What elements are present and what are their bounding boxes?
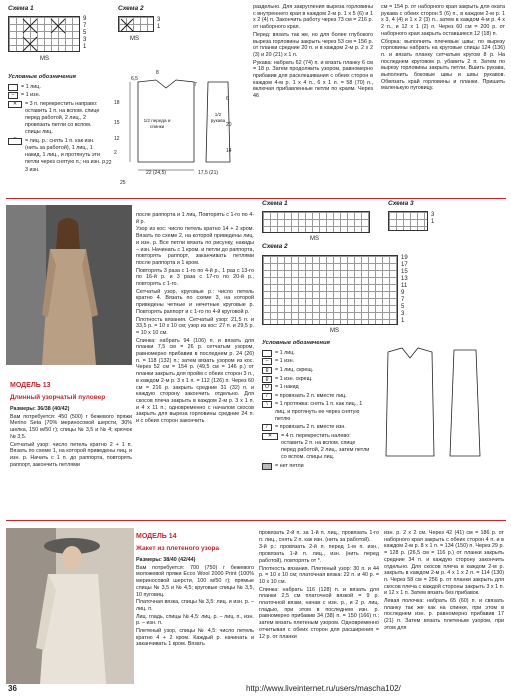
pattern-num-8: 22 bbox=[106, 160, 112, 166]
model14-heading: МОДЕЛЬ 14 bbox=[136, 533, 177, 540]
mid-schema1-title: Схема 1 bbox=[262, 200, 288, 207]
model14-col1: Размеры: 38/40 (42/44) Вам потребуется: 700 (750) г бежевого моложевой пряжи Ecco Wool 2000 Print (100% мериносовой шерсти, 100 м/50 г); прямые спицы № 3,5 и № 4,5; круговые спицы № 3,5, 10 пуговиц. Платочная вязка, спицы № 3,5: лиц. и изн. р. – лиц. п. Лиц. гладь, спицы № 4,5: лиц. р. – лиц. п., изн. р. – изн. п. Плетеный узор, спицы № 4,5: число петель кратно 4 + 2 кром. Каждый р. начинать и заканчивать 1 кром. Вязать bbox=[136, 557, 254, 648]
pattern-num-12: 20 bbox=[226, 122, 232, 128]
mid-schema2-grid bbox=[262, 255, 398, 325]
mid-schema3-grid bbox=[388, 211, 428, 231]
pattern-num-14: 22 (24,5) bbox=[146, 170, 167, 176]
mid-schema1-grid bbox=[262, 211, 370, 233]
pattern-num-4: 15 bbox=[114, 120, 120, 126]
pattern-diagram-top bbox=[108, 72, 238, 192]
pattern-num-9: 25 bbox=[120, 180, 126, 186]
model14-photo bbox=[6, 528, 134, 684]
mid-schema2-title: Схема 2 bbox=[262, 243, 288, 250]
pattern-num-13: 14 bbox=[226, 148, 232, 154]
mid-schema1-ms: MS bbox=[310, 236, 319, 242]
mid-schema3-rows: 3 1 bbox=[431, 212, 435, 225]
model13-photo bbox=[6, 205, 132, 365]
legend-mid: Условные обозначения = 1 лиц. – = 1 изн. ϱ = 1 лиц. скрещ. ϱ = 1 изн. скрещ. O = 1 накид / = провязать 2 п. вместе лиц. \ = 1 протяжка: снять 1 п. как лиц., 1 лиц. и протянуть ее через снятую петлю / = провязать 2 п. вместе изн. ✕ = 4 п. перекрестить налево: оставить 2 п. на вспом. спице перед работой, 2 лиц., затем петли со вспом. спицы лиц. = нет петли bbox=[262, 340, 370, 469]
model13-heading: МОДЕЛЬ 13 bbox=[10, 382, 51, 389]
model13-mid-col: после раппорта и 1 лиц. Повторять с 1-го по 4-й р. Узор из кос: число петель кратно 14 + 2 кром. Вязать по схеме 2, на которой приведены лиц. и изн. р. Все петли вязать по рисунку, накиды – изн. Начинать с 1 кром. и петли до раппорта, повторять раппорт, заканчивать петлями после раппорта и 1 кром. Повторять 3 раза с 1-го по 4-й р., 1 раз с 13-го по 16-й р. и 3 раза с 17-го по 20-й р., повторять с 1-го. Сетчатый узор, круговые р.: число петель кратно 4. Вязать по схеме 3, на которой приведены четные и нечетные круговые р. Повторять раппорт и с 1-го по 4-й круговой р. Плотность вязания. Сетчатый узор: 21,5 п. и 33,5 р. = 10 х 10 см; узор из кос: 27 п. и 29,5 р. = 10 х 10 см. Спинка: набрать 94 (106) п. и вязать для планки 7,5 см = 26 р. сетчатым узором, равномерно прибавив в последнем р. 24 (26) п. = 118 (132) п.; затем вязать узором из кос. Через 52 см = 154 р. (49,5 см = 146 р.) от планки закрыть для пройм с обеих сторон 3 п., в каждом 2-м р. 3 х 1 п. = 112 (126) п. Через 60 см = 216 р. закрыть средние 31 (32) п. и каждую сторону закончить отдельно. Для скосов плеча закрыть в каждом 2-м р. 3 х 1 п. и 4 х 11 п.; одновременно с началом скосов закрыть для выреза горловины средние 24 п. и с обеих сторон закончить bbox=[136, 212, 254, 425]
schema2-ms: MS bbox=[130, 36, 139, 42]
schema2-grid bbox=[118, 16, 154, 32]
pattern-diagram-mid bbox=[372, 336, 504, 476]
model14-col2: провязать 2-й п. за 1-й п. лиц., провязать 1-го п. лиц., снять 2 п. как изн. (нить за работой). 3-й р.: провязать 2-й п. перед 1-м п. изн., провязать 1-й п. лиц., изн. (нить перед работой), повторять от *. Плотность вязания. Плетеный узор: 30 п. и 44 р. = 10 х 10 см; платочная вязка: 22 п. и 40 р. = 10 х 10 см. Спинка: набрать 116 (128) п. и вязать для планки 2,5 см платочной вязкой = 9 р. платочной вязки, начав с изн. р., и 2 р. лиц. гладью, при этом в последнем изн. р. равномерно прибавив 34 (38) п. = 150 (166) п.; затем вязать плетеным узором. Одновременно отчитывая с обеих сторон для расширения = 12 р. от планки bbox=[259, 530, 379, 640]
model14-title: Жакет из плетеного узора bbox=[136, 545, 220, 552]
footer-url-link[interactable]: http://www.liveinternet.ru/users/mascha102/ bbox=[246, 684, 401, 693]
pattern-num-3: 18 bbox=[114, 100, 120, 106]
model13-text: Размеры: 36/38 (40/42) Вам потребуется: 450 (500) г бежевого пряжи Merino Seta (70% мериносовой шерсти, 30% шелка, 150 м/50 г); спицы № 3,5 и № 4; крючок № 3,5. Сетчатый узор: число петель кратно 2 + 1 п. Вязать по схеме 1, на которой приведены лиц. и изн. р. Начать с 1 п. до раппорта, повторять раппорт, закончить петлями bbox=[10, 406, 132, 468]
pattern-num-11: 6 bbox=[226, 96, 229, 102]
section-divider-top bbox=[6, 198, 506, 199]
mid-schema3-title: Схема 3 bbox=[388, 200, 414, 207]
legend-top: Условные обозначения = 1 лиц. – = 1 изн. ✕ = 3 п. перекрестить направо: оставить 1 п. на вспом. спице перед работой, 2 лиц., 2 провязать петли со вспом. спицы лиц. ⌒ = лиц. р.: снять 1 п. как изн. (нить за работой), 1 лиц., 1 накид, 1 лиц., и протянуть эти петли через снятую п.; на изн. р. 3 изн. bbox=[8, 74, 107, 173]
schema1-ms: MS bbox=[40, 56, 49, 62]
page-number: 36 bbox=[8, 684, 17, 693]
pattern-label-front: 1/2 переда и спинки bbox=[143, 118, 171, 130]
pattern-label-sleeve: 1/2 рукава bbox=[210, 112, 226, 124]
pattern-num-1: 6,5 bbox=[131, 76, 138, 82]
mid-schema2-ms: MS bbox=[330, 328, 339, 334]
pattern-num-15: 17,5 (21) bbox=[198, 170, 219, 176]
mid-schema2-rows: 19 17 15 13 11 9 7 5 3 1 bbox=[401, 255, 408, 324]
pattern-num-10: 7 bbox=[194, 82, 197, 88]
section-divider-bottom bbox=[6, 520, 506, 521]
pattern-num-2: 8 bbox=[156, 70, 159, 76]
model13-title: Длинный узорчатый пуловер bbox=[10, 394, 106, 401]
pattern-num-5: 12 bbox=[114, 136, 120, 142]
top-text-col1: раздельно. Для закругления выреза горловины с внутреннего края в каждом 2-м р. 1 х 5 (6) и 1 х 2 (4) п. Закончить работу через 73 см = 216 р. от наборного края. Перед: вязать так же, но для более глубокого выреза горловины закрыть через 53 см = 156 р. от планки средние 20 п. и в каждом 2-м р. 2 х 2 (3) и 20 (21) х 1 п. Рукава: набрать 62 (74) п. и вязать планку 6 см = 18 р. Затем продолжить узором, равномерно прибавив для расклешивания с обеих сторон в каждом 4-м р. 1 х 4 п., 6 х 1 п. = 58 (70) п., включая прибавленные петли по краям. Через 46 bbox=[253, 4, 373, 100]
schema2-title: Схема 2 bbox=[118, 5, 144, 12]
schema1-grid bbox=[8, 16, 80, 52]
schema1-title: Схема 1 bbox=[8, 5, 34, 12]
schema2-row-numbers: 3 1 bbox=[157, 17, 161, 30]
pattern-num-6: 2 bbox=[114, 150, 117, 156]
schema1-row-numbers: 9 7 5 3 1 bbox=[83, 16, 87, 50]
model14-col3: изн. р. 2 х 2 см. Через 42 (41) см = 186 р. от наборного края закрыть с обеих сторон 4 п. и в каждом 2-м р. 8 х 1 п. = 134 (150) п. Через 29 р. = 128 р. (26,5 см = 116 р.) от планки закрыть средние 34 п. и каждую сторону закончить отдельно. Для скосов плеча в каждом 2-м р. закрыть в каждом 2-м р. 4 х 1 х 2 п. = 114 (130) п. Через 58 см = 256 р. от планки закрыть для скосов плеча с каждой стороны закрыть 3 х 1 п. и 12 х 1 п. Затем вязать без прибавок. Левая полочка: набрать 65 (60) п. и связать планку так же как на спинке, при этом в последнем изн. р. равномерно прибавив 17 (21) п. Затем вязать плетеным узором, при этом для bbox=[384, 530, 504, 631]
top-text-col2: см = 154 р. от наборного края закрыть для оката рукава с обеих сторон 5 (6) п., в каждом 2-м р. 1 х 3, 4 (4) и 1 х 2 (3) п., затем в каждом 4-м р. 4 х 2 п., и 12 х 1 (2) п. Через 60 см = 200 р. от наборного края закрыть оставшиеся 12 (18) п. Сборка: выполнить плечевые швы; по вырезу горловины набрать на круговые спицы 124 (136) п. и вязать планку сетчатым кругом 8 р. На последнем круговом р. убавить 2 п. Затем по вырезу горловины закрыть петли. Вшить рукава, выполнить боковые швы и швы рукавов. Обвязать край горловины и планки. Пришить маленькую пуговицу. bbox=[381, 4, 505, 92]
